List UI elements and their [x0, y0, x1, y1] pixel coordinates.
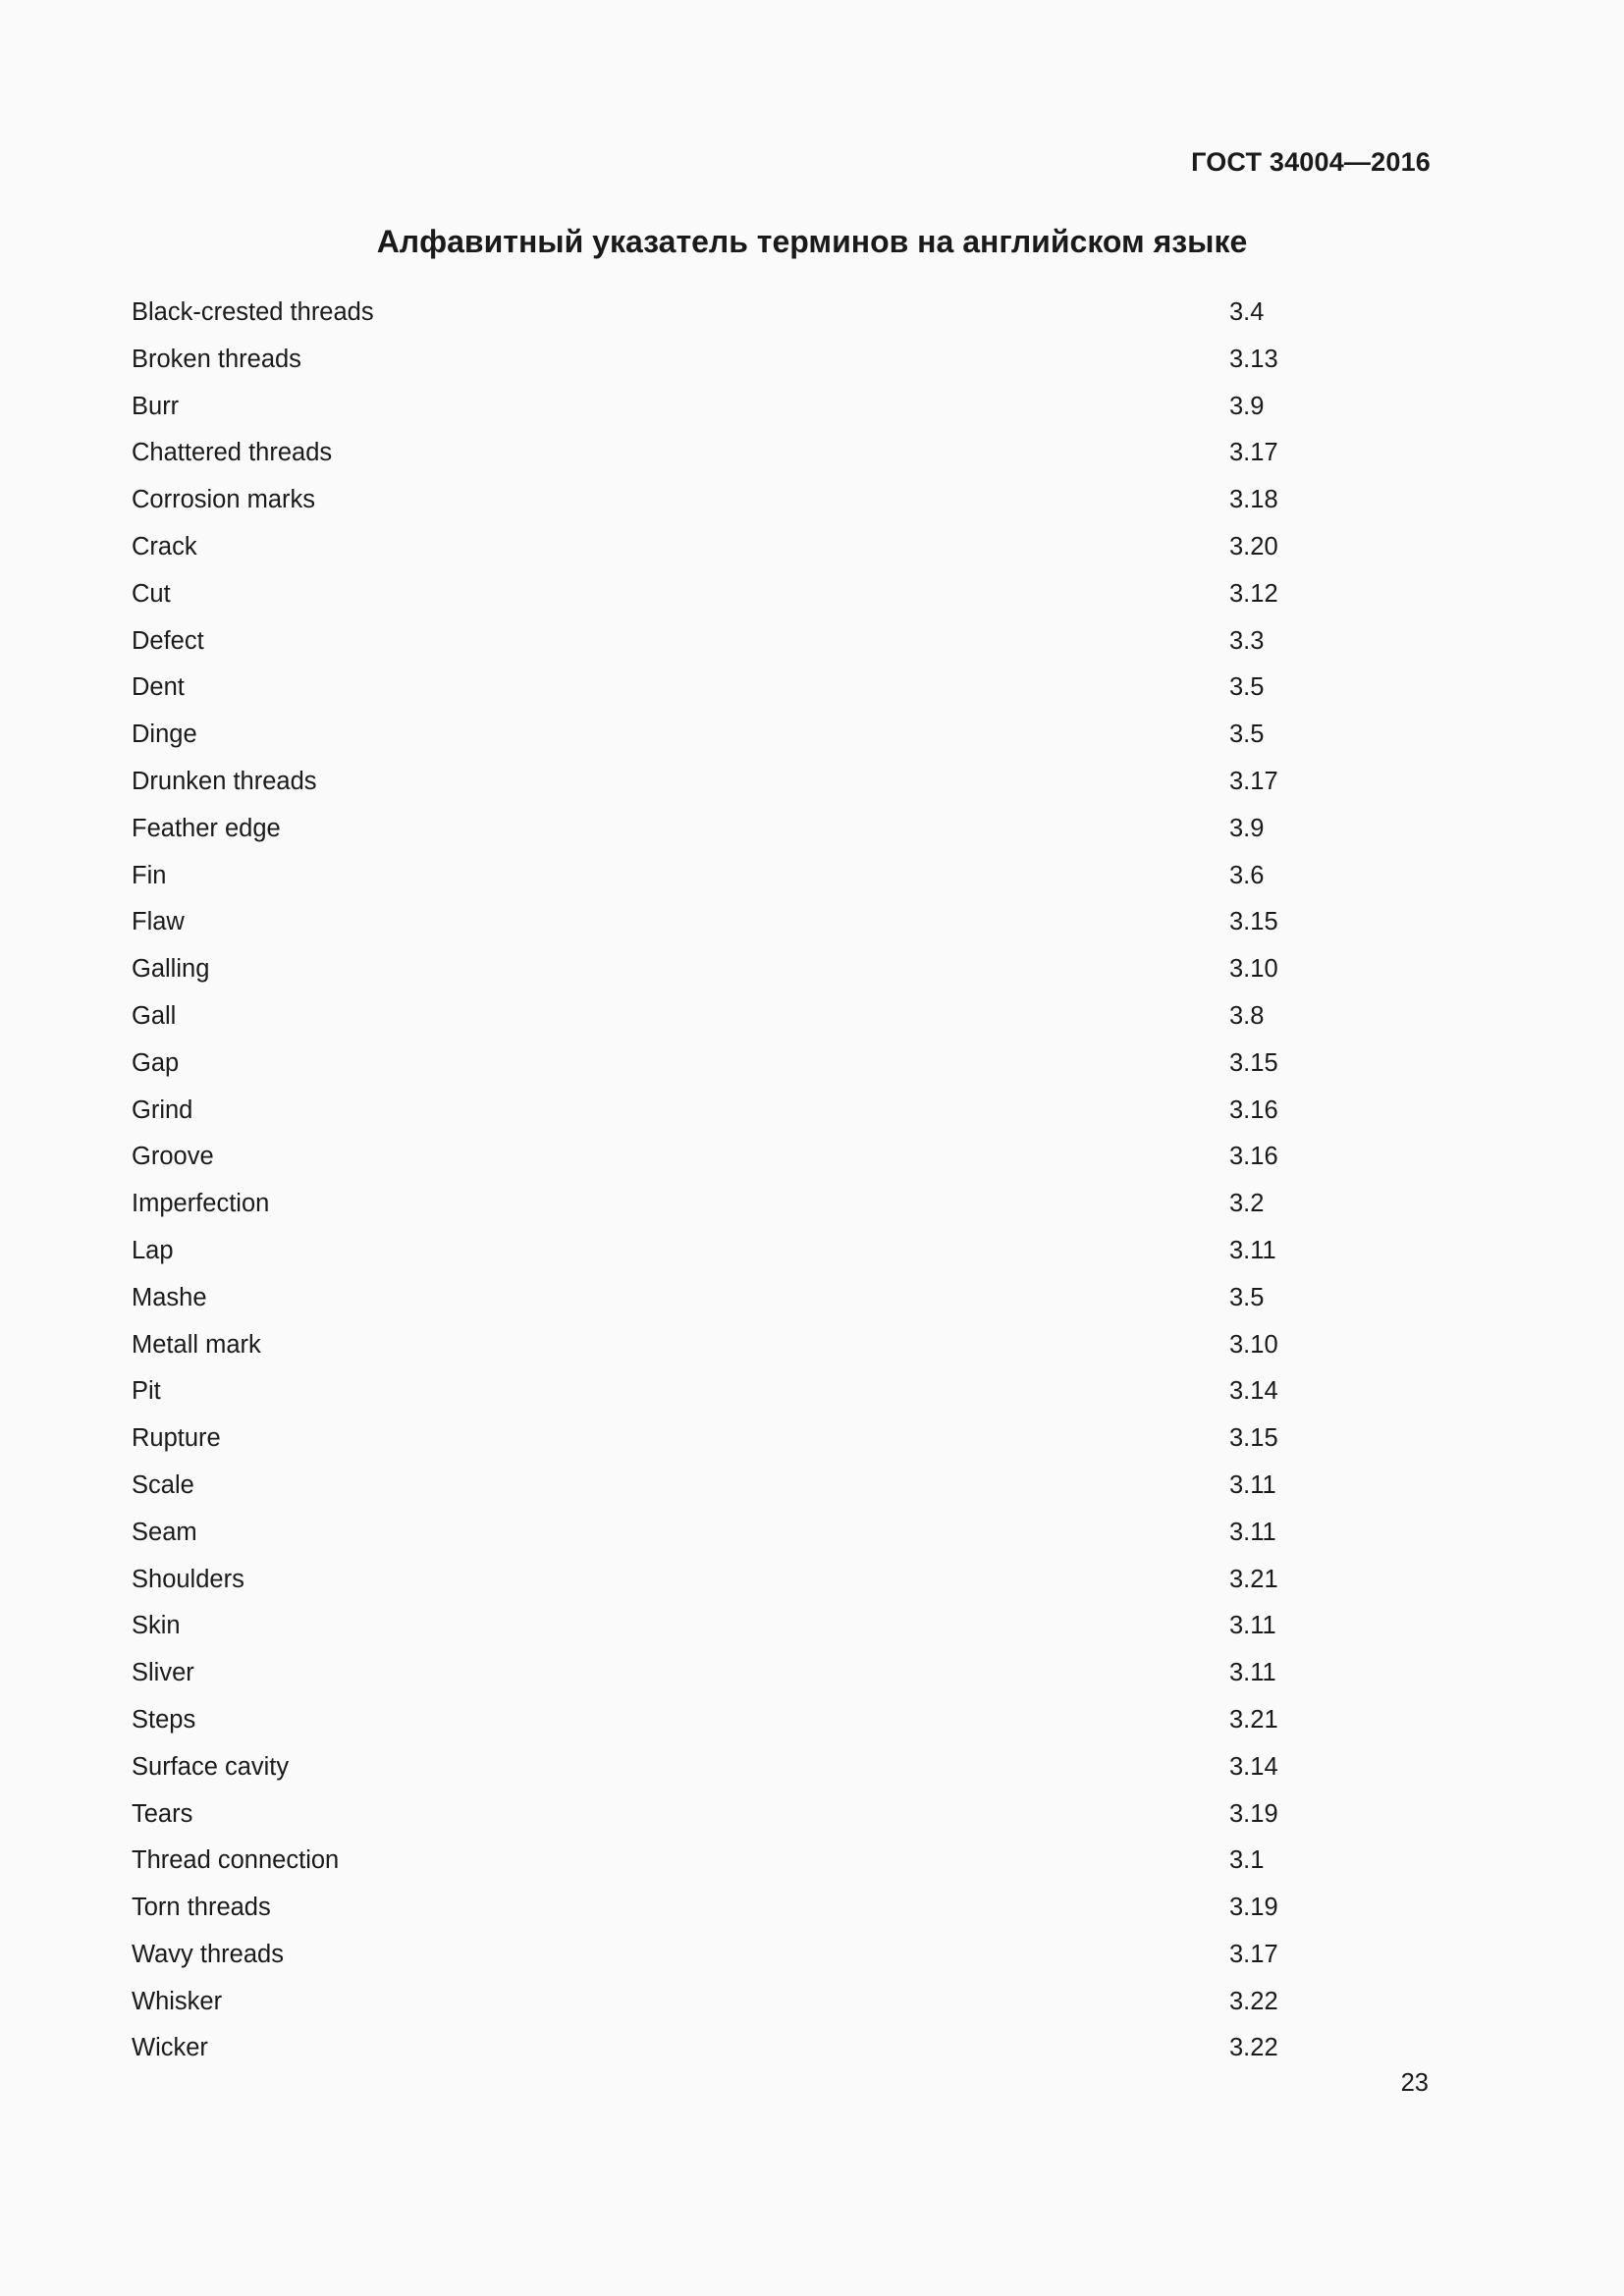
index-row [132, 577, 1428, 624]
index-section-ref: 3.13 [1229, 345, 1278, 373]
index-section-ref: 3.21 [1229, 1565, 1278, 1593]
index-section-ref: 3.19 [1229, 1799, 1278, 1828]
index-term: Imperfection [132, 1190, 270, 1218]
index-row [132, 530, 1428, 577]
index-term: Dent [132, 673, 185, 702]
index-term: Groove [132, 1143, 214, 1171]
index-row [132, 343, 1428, 390]
index-section-ref: 3.11 [1229, 1612, 1276, 1640]
index-row [132, 1985, 1428, 2032]
index-row [132, 1516, 1428, 1563]
index-section-ref: 3.5 [1229, 1283, 1265, 1311]
index-term: Shoulders [132, 1565, 244, 1593]
index-row [132, 1468, 1428, 1516]
index-row [132, 1094, 1428, 1141]
index-term: Cut [132, 579, 171, 608]
index-row [132, 718, 1428, 765]
index-section-ref: 3.6 [1229, 861, 1265, 889]
index-section-ref: 3.3 [1229, 626, 1265, 655]
index-row [132, 1140, 1428, 1187]
document-code: ГОСТ 34004—2016 [1191, 147, 1431, 177]
index-section-ref: 3.8 [1229, 1001, 1265, 1030]
index-row [132, 670, 1428, 718]
page-number: 23 [1400, 2069, 1429, 2097]
index-row [132, 765, 1428, 812]
index-row [132, 1938, 1428, 1985]
index-term: Fin [132, 861, 167, 889]
index-row [132, 1563, 1428, 1610]
index-term: Dinge [132, 721, 197, 749]
index-section-ref: 3.16 [1229, 1095, 1278, 1124]
index-section-ref: 3.14 [1229, 1752, 1278, 1781]
index-row [132, 1750, 1428, 1797]
index-section-ref: 3.20 [1229, 532, 1278, 561]
index-section-ref: 3.15 [1229, 1048, 1278, 1077]
index-term: Surface cavity [132, 1752, 290, 1781]
index-term: Burr [132, 392, 180, 420]
index-row [132, 2031, 1428, 2078]
index-section-ref: 3.18 [1229, 486, 1278, 514]
index-term: Flaw [132, 908, 185, 936]
index-term: Rupture [132, 1424, 221, 1453]
index-term: Seam [132, 1518, 197, 1546]
index-term: Broken threads [132, 345, 301, 373]
index-term: Torn threads [132, 1894, 271, 1922]
index-section-ref: 3.17 [1229, 1940, 1278, 1968]
index-section-ref: 3.12 [1229, 579, 1278, 608]
index-term: Black-crested threads [132, 298, 374, 326]
index-term: Steps [132, 1705, 196, 1734]
term-index-list [132, 295, 1428, 2078]
index-term: Gall [132, 1001, 177, 1030]
index-section-ref: 3.14 [1229, 1377, 1278, 1406]
index-row [132, 1656, 1428, 1703]
index-section-ref: 3.11 [1229, 1236, 1276, 1264]
index-row [132, 1421, 1428, 1468]
index-section-ref: 3.22 [1229, 2034, 1278, 2062]
index-row [132, 1609, 1428, 1656]
index-term: Thread connection [132, 1846, 340, 1875]
index-term: Chattered threads [132, 439, 333, 467]
index-section-ref: 3.4 [1229, 298, 1265, 326]
index-row [132, 390, 1428, 437]
index-section-ref: 3.10 [1229, 955, 1278, 984]
index-section-ref: 3.11 [1229, 1518, 1276, 1546]
index-section-ref: 3.5 [1229, 721, 1265, 749]
index-term: Mashe [132, 1283, 207, 1311]
index-row [132, 1703, 1428, 1750]
index-row [132, 1843, 1428, 1891]
index-term: Gap [132, 1048, 180, 1077]
index-section-ref: 3.16 [1229, 1143, 1278, 1171]
index-section-ref: 3.10 [1229, 1330, 1278, 1359]
index-row [132, 1046, 1428, 1094]
index-term: Metall mark [132, 1330, 261, 1359]
index-section-ref: 3.15 [1229, 908, 1278, 936]
index-row [132, 1234, 1428, 1281]
index-section-ref: 3.1 [1229, 1846, 1265, 1875]
index-term: Skin [132, 1612, 181, 1640]
index-section-ref: 3.17 [1229, 439, 1278, 467]
index-row [132, 483, 1428, 530]
index-row [132, 436, 1428, 483]
index-section-ref: 3.5 [1229, 673, 1265, 702]
index-section-ref: 3.17 [1229, 767, 1278, 795]
index-term: Corrosion marks [132, 486, 316, 514]
index-term: Galling [132, 955, 210, 984]
index-term: Lap [132, 1236, 174, 1264]
index-term: Drunken threads [132, 767, 317, 795]
index-section-ref: 3.9 [1229, 814, 1265, 842]
index-section-ref: 3.22 [1229, 1987, 1278, 2015]
index-row [132, 859, 1428, 906]
index-term: Pit [132, 1377, 161, 1406]
index-term: Sliver [132, 1659, 194, 1687]
index-term: Grind [132, 1095, 193, 1124]
index-row [132, 1891, 1428, 1938]
index-row [132, 1187, 1428, 1234]
index-section-ref: 3.15 [1229, 1424, 1278, 1453]
index-row [132, 999, 1428, 1046]
index-row [132, 624, 1428, 671]
index-term: Defect [132, 626, 204, 655]
index-section-ref: 3.21 [1229, 1705, 1278, 1734]
index-section-ref: 3.11 [1229, 1659, 1276, 1687]
index-title: Алфавитный указатель терминов на английском языке [376, 224, 1248, 259]
index-term: Whisker [132, 1987, 223, 2015]
index-row [132, 1281, 1428, 1328]
index-row [132, 905, 1428, 952]
index-row [132, 1797, 1428, 1844]
index-section-ref: 3.9 [1229, 392, 1265, 420]
index-term: Tears [132, 1799, 193, 1828]
index-term: Feather edge [132, 814, 281, 842]
index-row [132, 1328, 1428, 1375]
index-term: Scale [132, 1470, 194, 1499]
index-row [132, 295, 1428, 343]
index-term: Wavy threads [132, 1940, 284, 1968]
index-row [132, 812, 1428, 859]
index-section-ref: 3.19 [1229, 1894, 1278, 1922]
index-row [132, 952, 1428, 999]
index-term: Crack [132, 532, 197, 561]
index-term: Wicker [132, 2034, 208, 2062]
index-section-ref: 3.2 [1229, 1190, 1265, 1218]
index-section-ref: 3.11 [1229, 1470, 1276, 1499]
index-row [132, 1374, 1428, 1421]
